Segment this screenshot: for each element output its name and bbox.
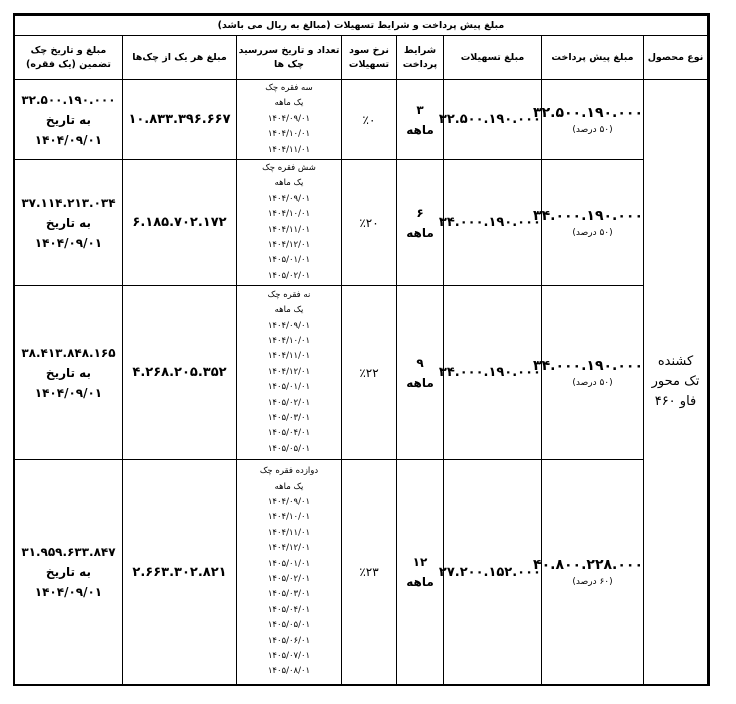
term-number: ۳ xyxy=(416,102,424,117)
term-unit: ماهه xyxy=(406,375,434,390)
header-down-payment: مبلغ پیش پرداخت xyxy=(542,36,644,80)
header-rate-line1: نرخ سود xyxy=(349,44,389,56)
check-schedule-line: ۱۴۰۴/۱۱/۰۱ xyxy=(267,224,311,235)
header-check-amount: مبلغ هر یک از چک‌ها xyxy=(123,36,237,80)
check-schedule-line: ۱۴۰۵/۰۷/۰۱ xyxy=(267,651,311,662)
guarantee-on-label: به تاریخ xyxy=(45,365,91,380)
down-payment-percent: (۵۰ درصد) xyxy=(572,124,613,135)
down-payment-cell xyxy=(533,80,644,160)
guarantee-date: ۱۴۰۴/۰۹/۰۱ xyxy=(34,235,103,250)
header-checks xyxy=(237,36,342,80)
check-schedule-line: ۱۴۰۵/۰۴/۰۱ xyxy=(267,428,311,439)
down-payment-cell xyxy=(533,286,644,460)
product-line1: کشنده xyxy=(657,354,694,369)
check-schedule-line: ۱۴۰۵/۰۲/۰۱ xyxy=(267,574,311,584)
table-title: مبلغ پیش پرداخت و شرایط تسهیلات (مبالغ به ریال می باشد) xyxy=(14,16,707,36)
table-row xyxy=(14,286,707,460)
check-schedule-line: ۱۴۰۴/۱۲/۰۱ xyxy=(267,366,311,377)
check-amount: ۶.۱۸۵.۷۰۲.۱۷۲ xyxy=(123,160,237,286)
check-schedule-line: ۱۴۰۴/۰۹/۰۱ xyxy=(267,320,311,331)
term-cell xyxy=(397,160,444,286)
header-rate-line2: تسهیلات xyxy=(348,58,390,70)
guarantee-amount: ۳۲.۵۰۰.۱۹۰.۰۰۰ xyxy=(21,92,116,107)
term-number: ۶ xyxy=(416,205,424,220)
header-row xyxy=(14,36,707,80)
header-facility: مبلغ تسهیلات xyxy=(444,36,542,80)
facility-amount: ۲۷.۲۰۰.۱۵۲.۰۰۰ xyxy=(444,460,542,685)
term-cell xyxy=(397,80,444,160)
product-line3: فاو ۴۶۰ xyxy=(654,394,697,409)
guarantee-amount: ۳۷.۱۱۴.۲۱۳.۰۳۴ xyxy=(21,195,116,210)
check-schedule-line: ۱۴۰۵/۰۳/۰۱ xyxy=(267,589,311,600)
check-schedule-line: ۱۴۰۴/۱۰/۰۱ xyxy=(267,335,311,346)
term-cell xyxy=(397,460,444,685)
guarantee-on-label: به تاریخ xyxy=(45,112,91,127)
check-amount: ۴.۲۶۸.۲۰۵.۳۵۲ xyxy=(123,286,237,460)
product-line2: تک محور xyxy=(651,374,700,389)
guarantee-date: ۱۴۰۴/۰۹/۰۱ xyxy=(34,385,103,400)
down-payment-amount: ۴۰.۸۰۰.۲۲۸.۰۰۰ xyxy=(533,557,643,573)
header-guarantee xyxy=(14,36,122,80)
check-amount: ۱۰.۸۳۳.۳۹۶.۶۶۷ xyxy=(123,80,237,160)
down-payment-amount: ۳۴.۰۰۰.۱۹۰.۰۰۰ xyxy=(533,357,643,374)
check-schedule-line: ۱۴۰۵/۰۵/۰۱ xyxy=(267,443,311,454)
guarantee-cell xyxy=(14,460,122,685)
check-schedule-line: یک ماهه xyxy=(274,305,304,316)
guarantee-cell xyxy=(14,286,122,460)
header-rate xyxy=(342,36,397,80)
check-schedule-line: ۱۴۰۵/۰۱/۰۱ xyxy=(267,558,311,569)
check-schedule-line: یک ماهه xyxy=(274,98,304,109)
term-cell xyxy=(397,286,444,460)
check-schedule-line: ۱۴۰۴/۱۱/۰۱ xyxy=(267,351,311,362)
term-number: ۹ xyxy=(416,355,424,370)
interest-rate: ٪۲۰ xyxy=(342,160,397,286)
header-checks-line1: تعداد و تاریخ سررسید xyxy=(238,44,340,56)
table-row xyxy=(14,80,707,160)
facility-terms-table xyxy=(14,15,708,685)
check-schedule-line: ۱۴۰۴/۱۰/۰۱ xyxy=(267,129,311,140)
check-schedule-line: ۱۴۰۵/۰۱/۰۱ xyxy=(267,255,311,266)
check-schedule-line: ۱۴۰۴/۱۰/۰۱ xyxy=(267,209,311,220)
check-schedule-line: ۱۴۰۴/۰۹/۰۱ xyxy=(267,496,311,507)
check-schedule-line: ۱۴۰۴/۱۱/۰۱ xyxy=(267,144,311,155)
term-unit: ماهه xyxy=(406,225,434,240)
check-schedule-line: ۱۴۰۴/۰۹/۰۱ xyxy=(267,113,311,124)
guarantee-on-label: به تاریخ xyxy=(45,215,91,230)
header-product: نوع محصول xyxy=(644,36,708,80)
down-payment-cell xyxy=(533,160,644,286)
down-payment-percent: (۶۰ درصد) xyxy=(572,577,613,587)
header-guarantee-line2: تضمین (یک فقره) xyxy=(26,58,111,70)
check-schedule-line: ۱۴۰۵/۰۳/۰۱ xyxy=(267,413,311,424)
check-schedule-line: دوازده فقره چک xyxy=(259,466,319,477)
down-payment-amount: ۳۲.۵۰۰.۱۹۰.۰۰۰ xyxy=(533,104,643,121)
down-payment-amount: ۳۴.۰۰۰.۱۹۰.۰۰۰ xyxy=(533,207,643,224)
check-schedule-line: ۱۴۰۵/۰۲/۰۱ xyxy=(267,270,311,281)
check-schedule-line: نه فقره چک xyxy=(267,289,311,300)
check-schedule xyxy=(237,460,342,685)
facility-amount: ۳۴.۰۰۰.۱۹۰.۰۰۰ xyxy=(444,160,542,286)
check-schedule-line: ۱۴۰۵/۰۴/۰۱ xyxy=(267,604,311,615)
check-schedule-line: یک ماهه xyxy=(274,178,304,189)
header-guarantee-line1: مبلغ و تاریخ چک xyxy=(30,44,107,56)
guarantee-cell xyxy=(14,160,122,286)
header-checks-line2: چک ها xyxy=(273,58,305,70)
product-cell xyxy=(644,80,708,685)
interest-rate: ٪۰ xyxy=(342,80,397,160)
guarantee-on-label: به تاریخ xyxy=(45,565,91,579)
facility-amount: ۳۴.۰۰۰.۱۹۰.۰۰۰ xyxy=(444,286,542,460)
header-term xyxy=(397,36,444,80)
check-amount: ۲.۶۶۳.۳۰۲.۸۲۱ xyxy=(123,460,237,685)
facility-amount: ۳۲.۵۰۰.۱۹۰.۰۰۰ xyxy=(444,80,542,160)
guarantee-date: ۱۴۰۴/۰۹/۰۱ xyxy=(34,132,103,147)
guarantee-amount: ۳۸.۴۱۳.۸۴۸.۱۶۵ xyxy=(21,345,116,360)
term-number: ۱۲ xyxy=(412,555,428,569)
pricing-table-frame xyxy=(13,13,710,686)
check-schedule xyxy=(237,160,342,286)
check-schedule-line: سه فقره چک xyxy=(265,82,313,93)
check-schedule-line: ۱۴۰۵/۰۲/۰۱ xyxy=(267,397,311,408)
interest-rate: ٪۲۳ xyxy=(342,460,397,685)
down-payment-cell xyxy=(533,460,644,685)
check-schedule xyxy=(237,80,342,160)
interest-rate: ٪۲۲ xyxy=(342,286,397,460)
check-schedule-line: یک ماهه xyxy=(274,481,304,492)
check-schedule-line: ۱۴۰۴/۱۲/۰۱ xyxy=(267,543,311,554)
down-payment-percent: (۵۰ درصد) xyxy=(572,227,613,238)
check-schedule-line: شش فقره چک xyxy=(262,162,316,173)
table-row xyxy=(14,460,707,685)
header-term-line1: شرایط xyxy=(403,44,437,56)
guarantee-cell xyxy=(14,80,122,160)
table-row xyxy=(14,160,707,286)
header-term-line2: پرداخت xyxy=(402,58,438,70)
term-unit: ماهه xyxy=(406,575,434,589)
check-schedule-line: ۱۴۰۵/۰۶/۰۱ xyxy=(267,635,311,646)
down-payment-percent: (۵۰ درصد) xyxy=(572,377,613,388)
check-schedule-line: ۱۴۰۴/۱۱/۰۱ xyxy=(267,527,311,538)
check-schedule-line: ۱۴۰۵/۰۸/۰۱ xyxy=(267,666,311,677)
check-schedule xyxy=(237,286,342,460)
guarantee-amount: ۳۱.۹۵۹.۶۳۳.۸۴۷ xyxy=(21,545,116,559)
guarantee-date: ۱۴۰۴/۰۹/۰۱ xyxy=(34,585,103,599)
check-schedule-line: ۱۴۰۴/۱۲/۰۱ xyxy=(267,239,311,250)
term-unit: ماهه xyxy=(406,122,434,137)
check-schedule-line: ۱۴۰۵/۰۱/۰۱ xyxy=(267,382,311,393)
check-schedule-line: ۱۴۰۴/۱۰/۰۱ xyxy=(267,512,311,523)
check-schedule-line: ۱۴۰۴/۰۹/۰۱ xyxy=(267,193,311,204)
check-schedule-line: ۱۴۰۵/۰۵/۰۱ xyxy=(267,620,311,631)
